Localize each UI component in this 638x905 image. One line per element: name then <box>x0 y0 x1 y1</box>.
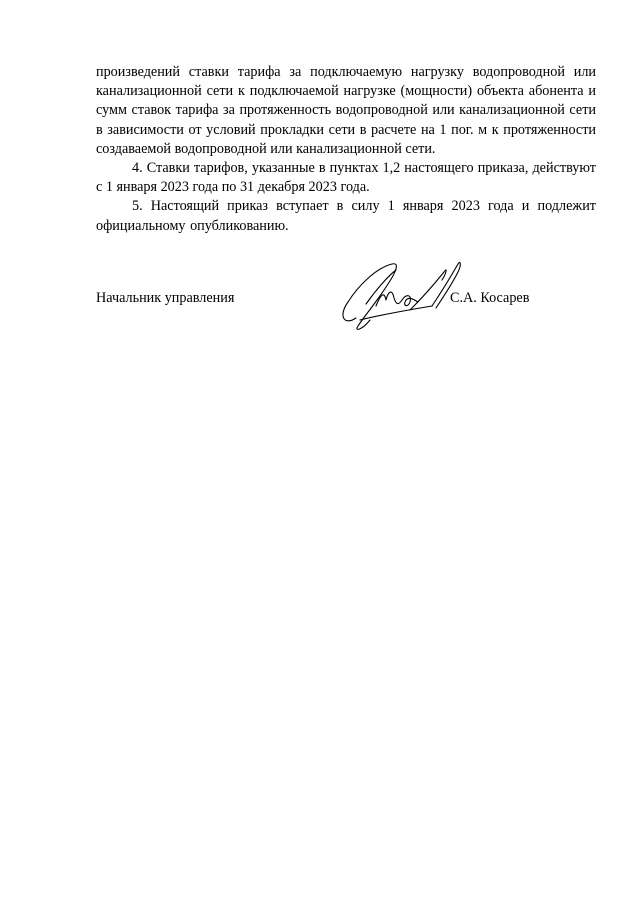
paragraph-item-4: 4. Ставки тарифов, указанные в пунктах 1,2 настоящего приказа, действуют с 1 января 2023 года по 31 декабря 2023 года. <box>96 160 596 196</box>
document-body <box>96 63 596 236</box>
signature-block <box>96 288 596 336</box>
paragraph-item-5: 5. Настоящий приказ вступает в силу 1 января 2023 года и подлежит официальному опубликованию. <box>96 198 596 234</box>
signatory-name: С.А. Косарев <box>450 290 530 306</box>
handwritten-signature <box>336 256 466 338</box>
signatory-title: Начальник управления <box>96 290 235 306</box>
paragraph-continuation: произведений ставки тарифа за подключаемую нагрузку водопроводной или канализационной сети к подключаемой нагрузке (мощности) объекта абонента и сумм ставок тарифа за протяженность водопроводной или канализационной сети в зависимости от условий прокладки сети в расчете на 1 пог. м к протяженности создаваемой водопроводной или канализационной сети. <box>96 64 596 157</box>
